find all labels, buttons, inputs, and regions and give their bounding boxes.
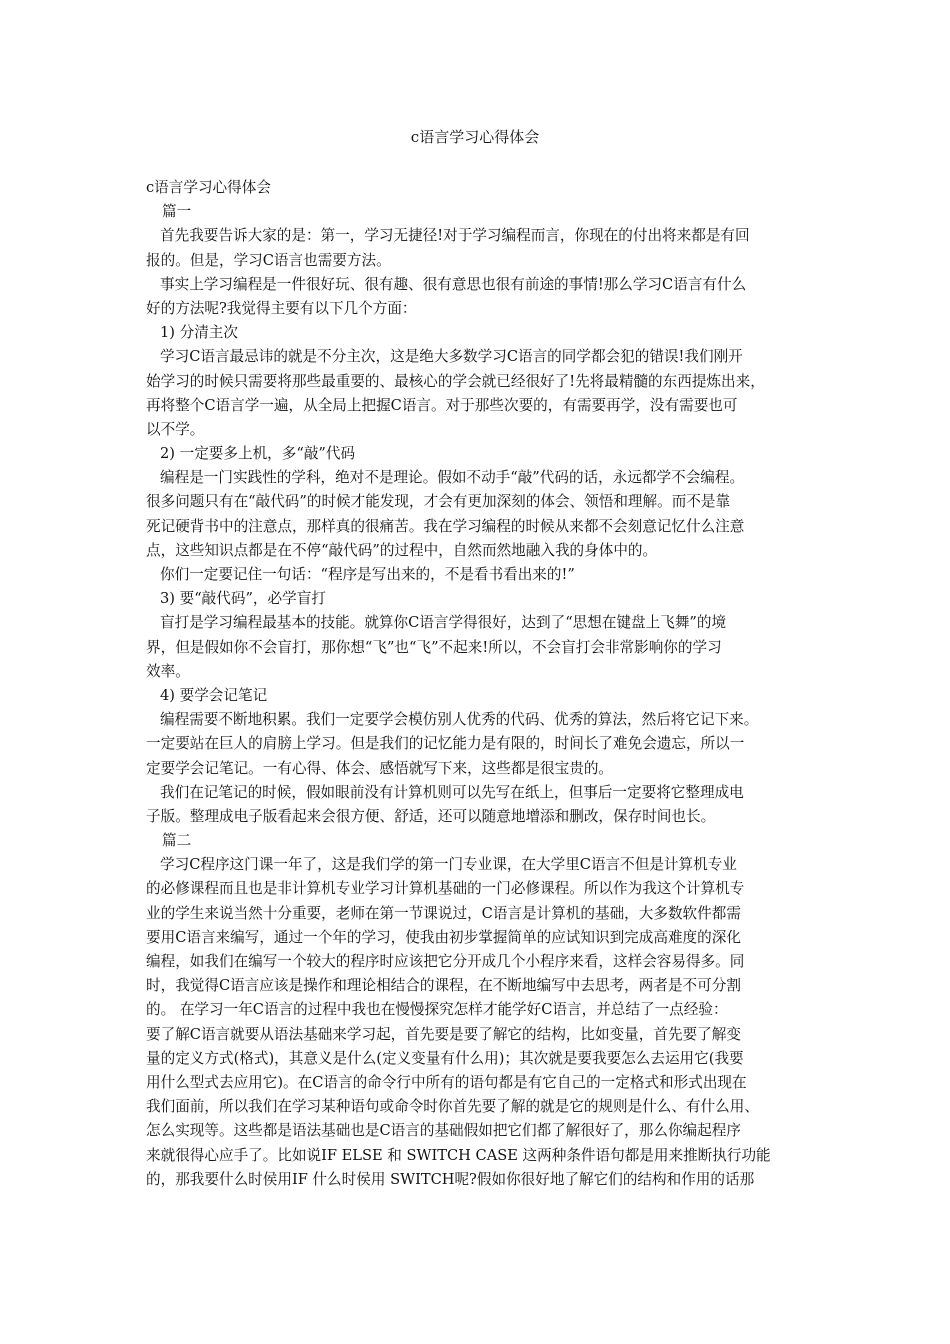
text-line: 事实上学习编程是一件很好玩、很有趣、很有意思也很有前途的事情!那么学习C语言有什么 [160,275,747,293]
text-line: 很多问题只有在“敲代码”的时候才能发现，才会有更加深刻的体会、领悟和理解。而不是靠 [146,493,731,511]
text-line: 2) 一定要多上机，多“敲”代码 [160,445,356,463]
text-line: 一定要站在巨人的肩膀上学习。但是我们的记忆能力是有限的，时间长了难免会遗忘，所以一 [146,735,745,753]
text-line: 的。 在学习一年C语言的过程中我也在慢慢探究怎样才能学好C语言，并总结了一点经验： [146,1001,728,1019]
document-body [146,176,818,1192]
text-line: 再将整个C语言学一遍，从全局上把握C语言。对于那些次要的，有需要再学，没有需要也可 [146,396,738,414]
text-line: 1) 分清主次 [160,324,238,342]
text-line: 你们一定要记住一句话：“程序是写出来的，不是看书看出来的!” [160,566,575,583]
text-line: 学习C语言最忌讳的就是不分主次，这是绝大多数学习C语言的同学都会犯的错误!我们刚开 [160,348,743,366]
text-line: c语言学习心得体会 [146,179,271,196]
text-line: 报的。但是，学习C语言也需要方法。 [146,251,391,269]
text-line: 要了解C语言就要从语法基础来学习起，首先要是要了解它的结构，比如变量，首先要了解变 [146,1025,741,1043]
text-line: 用什么型式去应用它)。在C语言的命令行中所有的语句都是有它自己的一定格式和形式出现在 [146,1073,747,1091]
text-line: 编程，如我们在编写一个较大的程序时应该把它分开成几个小程序来看，这样会容易得多。同 [146,953,745,970]
text-line: 子版。整理成电子版看起来会很方便、舒适，还可以随意地增添和删改，保存时间也长。 [146,807,716,825]
text-line: 我们面前，所以我们在学习某种语句或命令时你首先要了解的就是它的规则是什么、有什么用、 [146,1098,759,1116]
text-line: 定要学会记笔记。一有心得、体会、感悟就写下来，这些都是很宝贵的。 [146,759,614,777]
text-line: 要用C语言来编写，通过一个年的学习，使我由初步掌握简单的应试知识到完成高难度的深化 [146,928,741,946]
text-line: 好的方法呢?我觉得主要有以下几个方面： [146,299,417,317]
text-line: 学习C程序这门课一年了，这是我们学的第一门专业课，在大学里C语言不但是计算机专业 [160,856,737,874]
text-line: 首先我要告诉大家的是：第一，学习无捷径!对于学习编程而言，你现在的付出将来都是有回 [160,227,750,245]
text-line: 来就很得心应手了。比如说IF ELSE 和 SWITCH CASE 这两种条件语句都是用来推断执行功能 [146,1146,771,1164]
text-line: 怎么实现等。这些都是语法基础也是C语言的基础假如把它们都了解很好了，那么你编起程序 [146,1122,741,1140]
text-line: 篇二 [162,832,192,850]
text-line: 界，但是假如你不会盲打，那你想“飞”也“飞”不起来!所以，不会盲打会非常影响你的学习 [146,638,722,656]
text-line: 编程需要不断地积累。我们一定要学会模仿别人优秀的代码、优秀的算法，然后将它记下来。 [160,711,759,729]
text-line: 篇一 [162,203,192,221]
text-line: 3) 要“敲代码”，必学盲打 [160,590,326,608]
text-line: 编程是一门实践性的学科，绝对不是理论。假如不动手“敲”代码的话，永远都学不会编程。 [160,469,745,487]
text-line: 业的学生来说当然十分重要，老师在第一节课说过，C语言是计算机的基础，大多数软件都需 [146,904,741,922]
text-line: 死记硬背书中的注意点，那样真的很痛苦。我在学习编程的时候从来都不会刻意记忆什么注意 [146,517,745,535]
text-line: 效率。 [146,662,190,680]
text-line: 以不学。 [146,420,205,438]
text-line: 的必修课程而且也是非计算机专业学习计算机基础的一门必修课程。所以作为我这个计算机专 [146,880,745,898]
document-title: c语言学习心得体会 [410,128,540,146]
text-line: 量的定义方式(格式)，其意义是什么(定义变量有什么用)；其次就是要我要怎么去运用它(我要 [146,1049,744,1067]
text-line: 始学习的时候只需要将那些最重要的、最核心的学会就已经很好了!先将最精髓的东西提炼出来， [146,372,765,390]
text-line: 时，我觉得C语言应该是操作和理论相结合的课程，在不断地编写中去思考，两者是不可分割 [146,977,741,995]
text-line: 的，那我要什么时侯用IF 什么时侯用 SWITCH呢?假如你很好地了解它们的结构和作用的话那 [146,1170,755,1188]
text-line: 4) 要学会记笔记 [160,686,268,704]
text-line: 我们在记笔记的时候，假如眼前没有计算机则可以先写在纸上，但事后一定要将它整理成电 [160,783,744,801]
text-line: 盲打是学习编程最基本的技能。就算你C语言学得很好，达到了“思想在键盘上飞舞”的境 [160,614,727,632]
text-line: 点，这些知识点都是在不停“敲代码”的过程中，自然而然地融入我的身体中的。 [146,541,658,559]
